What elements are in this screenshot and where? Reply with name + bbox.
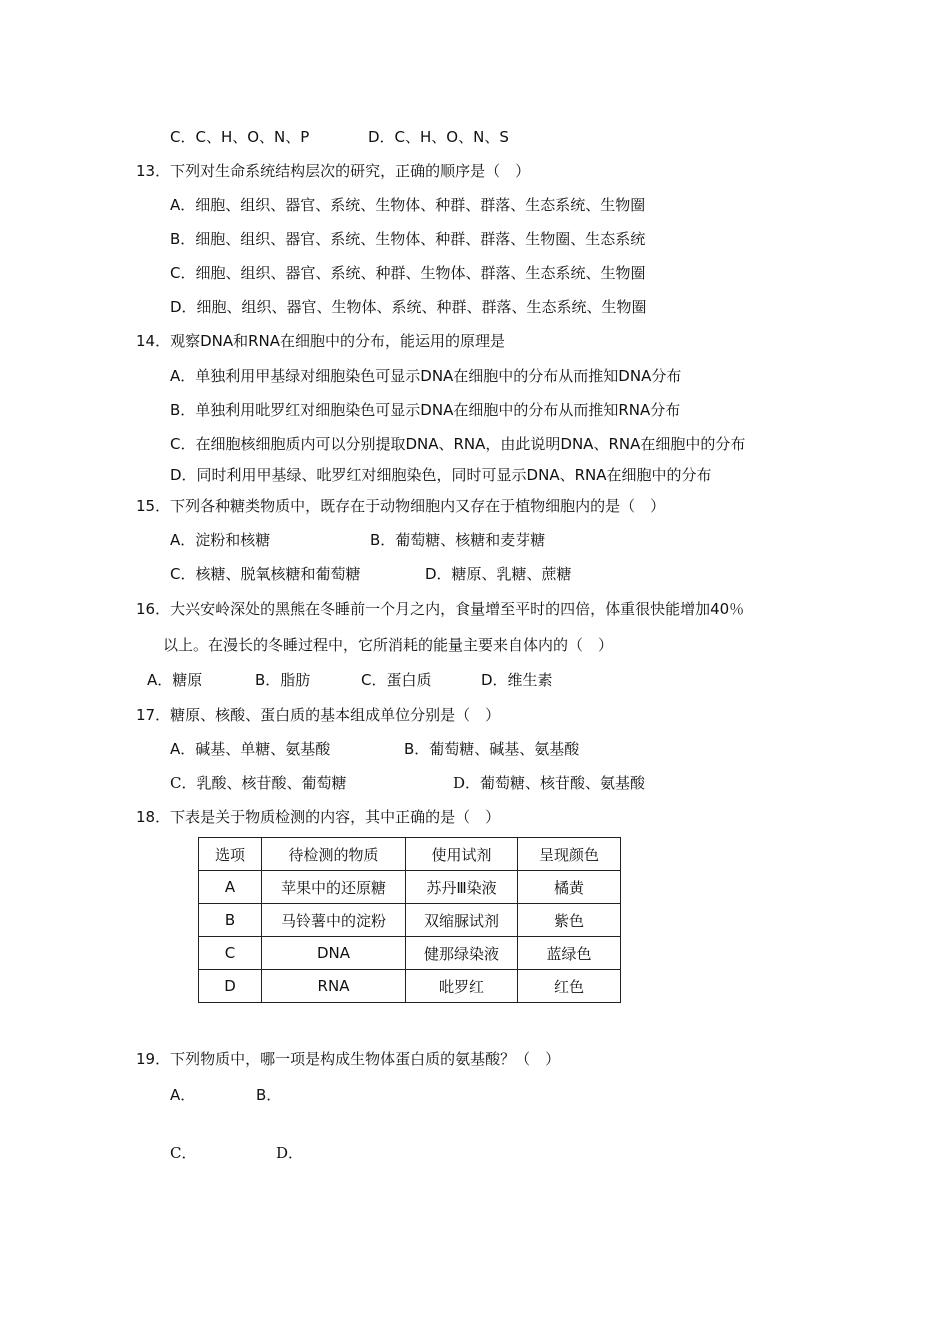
table-cell: 苏丹Ⅲ染液 bbox=[406, 871, 518, 904]
table-cell: 橘黄 bbox=[518, 871, 621, 904]
table-cell: B bbox=[199, 904, 262, 937]
q17-stem: 17．糖原、核酸、蛋白质的基本组成单位分别是（ ） bbox=[136, 706, 501, 724]
table-header-row bbox=[199, 838, 621, 871]
q14-option-b: B．单独利用吡罗红对细胞染色可显示DNA在细胞中的分布从而推知RNA分布 bbox=[170, 401, 681, 419]
q16-stem-line2: 以上。在漫长的冬睡过程中，它所消耗的能量主要来自体内的（ ） bbox=[163, 636, 614, 654]
q15-option-c: C．核糖、脱氧核糖和葡萄糖 bbox=[170, 565, 361, 583]
q19-option-b: B． bbox=[256, 1086, 282, 1104]
q16-option-c: C．蛋白质 bbox=[361, 671, 432, 689]
table-cell: RNA bbox=[262, 970, 406, 1003]
q14-option-d: D．同时利用甲基绿、吡罗红对细胞染色，同时可显示DNA、RNA在细胞中的分布 bbox=[170, 466, 712, 484]
q16-option-b: B．脂肪 bbox=[255, 671, 311, 689]
q13-stem: 13．下列对生命系统结构层次的研究，正确的顺序是（ ） bbox=[136, 162, 531, 180]
table-header-cell: 待检测的物质 bbox=[262, 838, 406, 871]
table-cell: 红色 bbox=[518, 970, 621, 1003]
q13-option-d: D．细胞、组织、器官、生物体、系统、种群、群落、生态系统、生物圈 bbox=[170, 298, 647, 316]
table-header-cell: 使用试剂 bbox=[406, 838, 518, 871]
q13-option-a: A．细胞、组织、器官、系统、生物体、种群、群落、生态系统、生物圈 bbox=[170, 196, 646, 214]
q19-stem: 19．下列物质中，哪一项是构成生物体蛋白质的氨基酸？（ ） bbox=[136, 1050, 561, 1068]
q17-option-b: B．葡萄糖、碱基、氨基酸 bbox=[404, 740, 580, 758]
table-header-cell: 呈现颜色 bbox=[518, 838, 621, 871]
q12-option-c: C．C、H、O、N、P bbox=[170, 128, 310, 146]
table-cell: 苹果中的还原糖 bbox=[262, 871, 406, 904]
q12-option-d: D．C、H、O、N、S bbox=[368, 128, 509, 146]
q14-option-c: C．在细胞核细胞质内可以分别提取DNA、RNA，由此说明DNA、RNA在细胞中的分布 bbox=[170, 435, 746, 453]
q16-stem-line1: 16．大兴安岭深处的黑熊在冬睡前一个月之内，食量增至平时的四倍，体重很快能增加40％ bbox=[136, 600, 745, 618]
q17-option-c: C．乳酸、核苷酸、葡萄糖 bbox=[170, 774, 347, 792]
table-row bbox=[199, 871, 621, 904]
table-header-cell: 选项 bbox=[199, 838, 262, 871]
table-cell: D bbox=[199, 970, 262, 1003]
q17-option-a: A．碱基、单糖、氨基酸 bbox=[170, 740, 331, 758]
q14-stem: 14．观察DNA和RNA在细胞中的分布，能运用的原理是 bbox=[136, 332, 506, 350]
q19-option-d: D． bbox=[276, 1144, 304, 1162]
table-row bbox=[199, 970, 621, 1003]
table-cell: A bbox=[199, 871, 262, 904]
q19-option-c: C． bbox=[170, 1144, 197, 1162]
q13-option-b: B．细胞、组织、器官、系统、生物体、种群、群落、生物圈、生态系统 bbox=[170, 230, 646, 248]
q16-option-a: A．糖原 bbox=[147, 671, 203, 689]
q15-stem: 15．下列各种糖类物质中，既存在于动物细胞内又存在于植物细胞内的是（ ） bbox=[136, 497, 666, 515]
table-row bbox=[199, 937, 621, 970]
q15-option-b: B．葡萄糖、核糖和麦芽糖 bbox=[370, 531, 546, 549]
q14-option-a: A．单独利用甲基绿对细胞染色可显示DNA在细胞中的分布从而推知DNA分布 bbox=[170, 367, 682, 385]
table-cell: 马铃薯中的淀粉 bbox=[262, 904, 406, 937]
table-cell: DNA bbox=[262, 937, 406, 970]
table-cell: 健那绿染液 bbox=[406, 937, 518, 970]
q13-option-c: C．细胞、组织、器官、系统、种群、生物体、群落、生态系统、生物圈 bbox=[170, 264, 646, 282]
q16-option-d: D．维生素 bbox=[481, 671, 553, 689]
q15-option-a: A．淀粉和核糖 bbox=[170, 531, 271, 549]
table-cell: 蓝绿色 bbox=[518, 937, 621, 970]
q18-table bbox=[198, 837, 621, 1003]
q18-stem: 18．下表是关于物质检测的内容，其中正确的是（ ） bbox=[136, 808, 501, 826]
table-cell: 紫色 bbox=[518, 904, 621, 937]
q19-option-a: A． bbox=[170, 1086, 196, 1104]
table-row bbox=[199, 904, 621, 937]
q15-option-d: D．糖原、乳糖、蔗糖 bbox=[425, 565, 572, 583]
q17-option-d: D．葡萄糖、核苷酸、氨基酸 bbox=[453, 774, 646, 792]
table-cell: 吡罗红 bbox=[406, 970, 518, 1003]
table-cell: 双缩脲试剂 bbox=[406, 904, 518, 937]
table-cell: C bbox=[199, 937, 262, 970]
